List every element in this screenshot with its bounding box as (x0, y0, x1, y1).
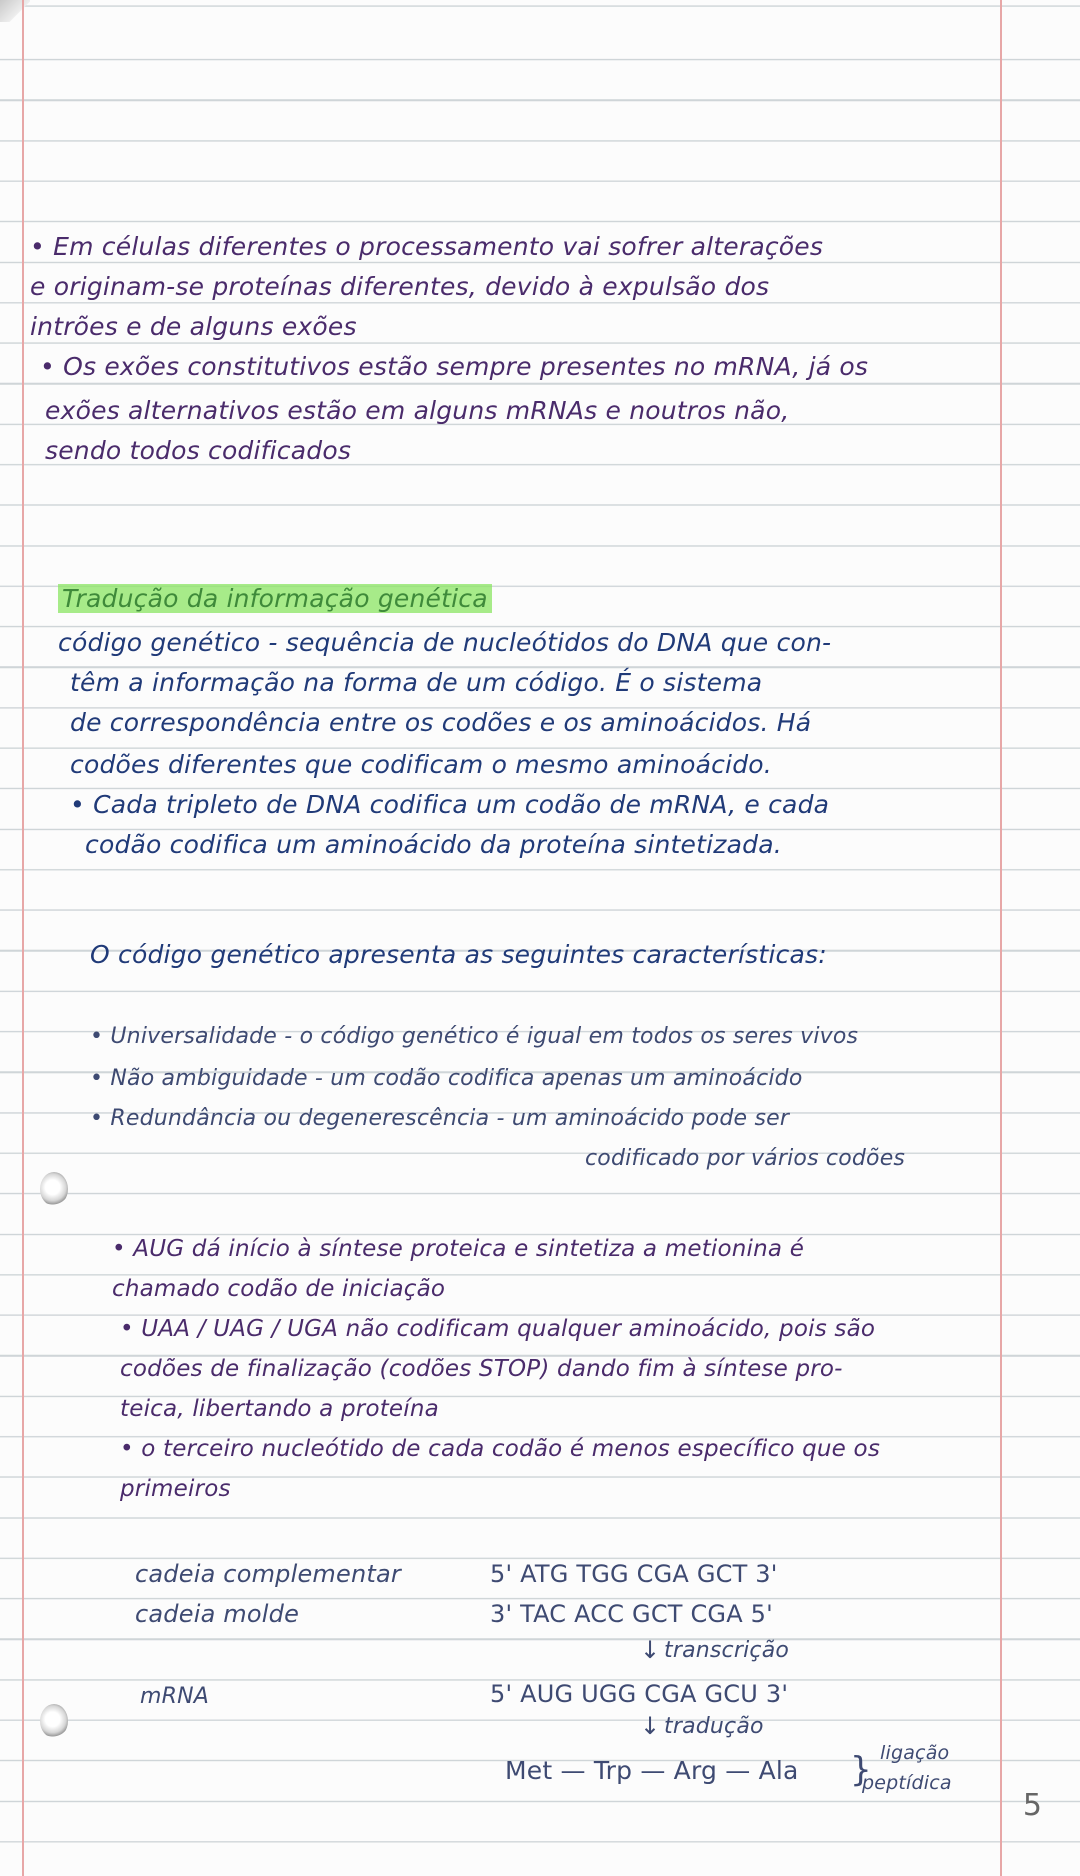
triplet-line-1: • Cada tripleto de DNA codifica um codão de mRNA, e cada (70, 790, 830, 819)
peptide-bond-label-1: ligação (880, 1742, 950, 1764)
triplet-line-2: codão codifica um aminoácido da proteína sintetizada. (85, 830, 782, 859)
mrna-label: mRNA (140, 1684, 210, 1709)
peptide-bond-label-2: peptídica (862, 1772, 952, 1794)
genetic-code-definition-line-2: têm a informação na forma de um código. É o sistema (70, 668, 763, 697)
exons-line-1: • Os exões constitutivos estão sempre presentes no mRNA, já os (40, 352, 869, 381)
stop-codon-line-2: codões de finalização (codões STOP) dando fim à síntese pro- (120, 1356, 843, 1382)
genetic-code-definition-line-4: codões diferentes que codificam o mesmo aminoácido. (70, 750, 772, 779)
splicing-line-3: intrões e de alguns exões (30, 312, 357, 341)
template-strand-label: cadeia molde (135, 1600, 300, 1628)
left-margin-line (22, 0, 24, 1876)
third-nucleotide-line-2: primeiros (120, 1476, 231, 1502)
translation-label: tradução (664, 1714, 764, 1739)
start-codon-line-2: chamado codão de iniciação (112, 1276, 446, 1302)
splicing-line-2: e originam-se proteínas diferentes, devido à expulsão dos (30, 272, 770, 301)
page-number: 5 (1022, 1788, 1042, 1823)
characteristic-non-ambiguity: • Não ambiguidade - um codão codifica apenas um aminoácido (90, 1066, 803, 1091)
mrna-sequence: 5' AUG UGG CGA GCU 3' (490, 1680, 789, 1708)
page-corner-fold (0, 0, 30, 22)
exons-line-2: exões alternativos estão em alguns mRNAs e noutros não, (45, 396, 790, 425)
exons-line-3: sendo todos codificados (45, 436, 352, 465)
characteristic-universality: • Universalidade - o código genético é igual em todos os seres vivos (90, 1024, 859, 1049)
stop-codon-line-1: • UAA / UAG / UGA não codificam qualquer aminoácido, pois são (120, 1316, 876, 1342)
genetic-code-definition-line-1: código genético - sequência de nucleótidos do DNA que con- (58, 628, 832, 657)
brace-icon: } (850, 1750, 872, 1790)
complementary-strand-sequence: 5' ATG TGG CGA GCT 3' (490, 1560, 778, 1588)
heading-highlight: Tradução da informação genética (58, 584, 492, 613)
stop-codon-line-3: teica, libertando a proteína (120, 1396, 439, 1422)
transcription-label: transcrição (664, 1638, 790, 1663)
genetic-code-definition-line-3: de correspondência entre os codões e os aminoácidos. Há (70, 708, 812, 737)
characteristic-redundancy-line-2: codificado por vários codões (585, 1146, 906, 1171)
binder-hole-bottom (40, 1704, 68, 1738)
complementary-strand-label: cadeia complementar (135, 1560, 401, 1588)
binder-hole-top (40, 1172, 68, 1206)
characteristic-redundancy-line-1: • Redundância ou degenerescência - um aminoácido pode ser (90, 1106, 790, 1131)
right-margin-line (1000, 0, 1002, 1876)
characteristics-intro: O código genético apresenta as seguintes características: (90, 940, 827, 969)
splicing-line-1: • Em células diferentes o processamento vai sofrer alterações (30, 232, 824, 261)
transcription-arrow-icon: ↓ (640, 1636, 661, 1664)
template-strand-sequence: 3' TAC ACC GCT CGA 5' (490, 1600, 773, 1628)
peptide-chain: Met — Trp — Arg — Ala (505, 1756, 799, 1785)
translation-arrow-icon: ↓ (640, 1712, 661, 1740)
third-nucleotide-line-1: • o terceiro nucleótido de cada codão é menos específico que os (120, 1436, 880, 1462)
start-codon-line-1: • AUG dá início à síntese proteica e sintetiza a metionina é (112, 1236, 805, 1262)
section-heading (58, 584, 492, 613)
